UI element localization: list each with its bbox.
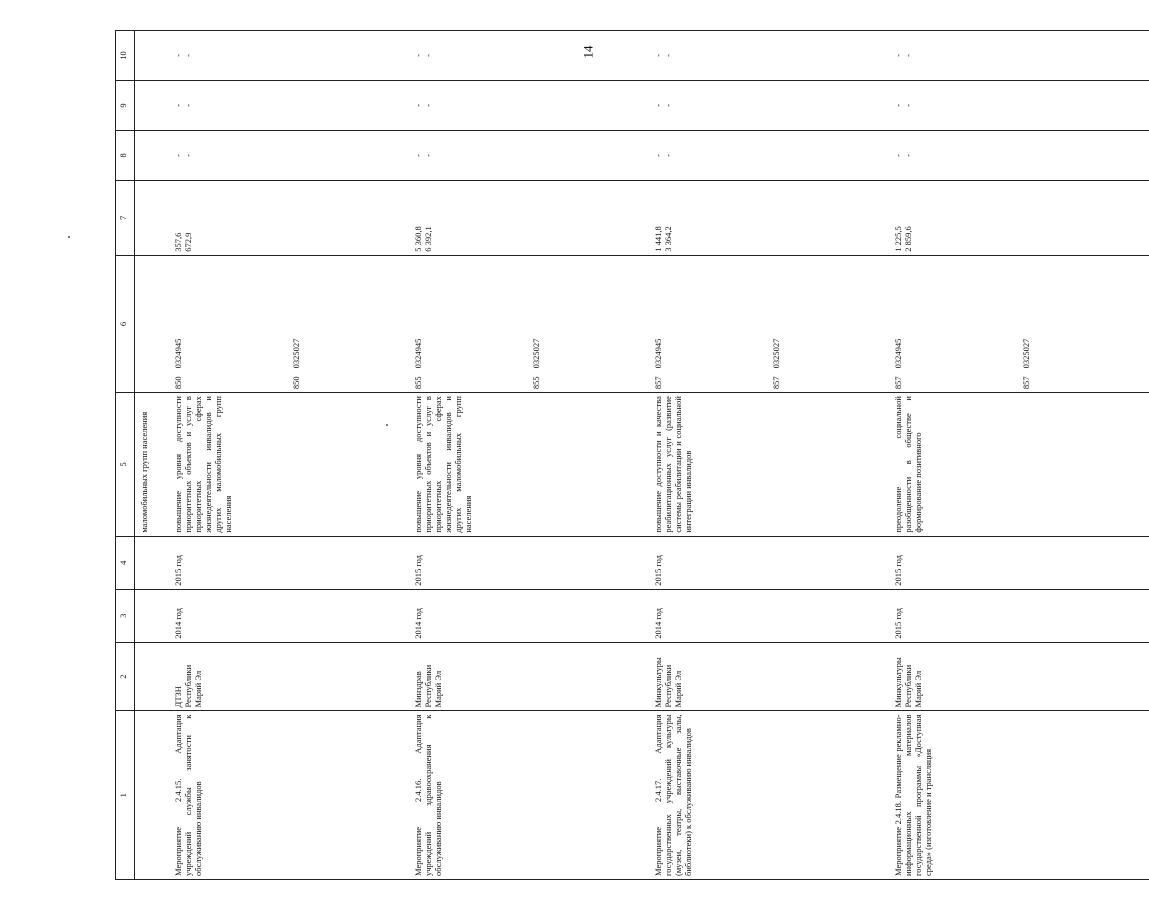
budget-code: 0324945 (413, 338, 423, 369)
codes-cell (169, 255, 409, 392)
dash-value: - (413, 153, 423, 157)
grbs-code: 857 (771, 376, 781, 390)
dash-value: - (653, 104, 663, 107)
activity-cell: Мероприятие 2.4.15. Адаптация учреждений службы занятости к обслуживанию инвалидов (169, 711, 409, 880)
amount-value: 6 392,1 (423, 226, 433, 252)
codes-cell (649, 255, 889, 392)
result-cell: преодоление социальной разобщенности в обществе и формирование позитивного (889, 393, 1149, 537)
budget-code: 0324945 (893, 338, 903, 369)
continued-goal-text: маломобильных групп населения (135, 393, 170, 537)
budget-code: 0325027 (1021, 338, 1031, 369)
dash-value: - (903, 54, 913, 57)
amount-cell (409, 180, 649, 255)
executor-cell: ДТЗН Республики Марий Эл (169, 642, 409, 711)
dash-value: - (893, 104, 903, 107)
end-year-cell: 2015 год (169, 536, 409, 589)
table-header (116, 31, 135, 880)
grbs-code: 850 (291, 376, 301, 390)
amount-value: 2 859,6 (903, 226, 913, 252)
col-8-cell (169, 130, 409, 180)
dash-value: - (653, 153, 663, 157)
amount-value: 357,6 (173, 232, 183, 252)
start-year-cell: 2015 год (889, 589, 1149, 642)
col-9-cell (169, 80, 409, 130)
end-year-cell: 2015 год (649, 536, 889, 589)
table-row (649, 31, 889, 880)
header-col-7: 7 (116, 180, 135, 255)
executor-cell: Минкультуры Республики Марий Эл (889, 642, 1149, 711)
col-10-cell (169, 31, 409, 81)
budget-code: 0324945 (653, 338, 663, 369)
codes-inner (173, 339, 409, 390)
end-year-cell: 2015 год (409, 536, 649, 589)
amount-cell (169, 180, 409, 255)
col-8-cell (649, 130, 889, 180)
amount-value: 672,9 (183, 232, 193, 252)
grbs-code: 850 (173, 376, 183, 390)
header-col-1: 1 (116, 711, 135, 880)
amount-value: 3 364,2 (663, 226, 673, 252)
activity-cell: Мероприятие 2.4.16. Адаптация учреждений здравоохранения к обслуживанию инвалидов (409, 711, 649, 880)
result-cell: повышение уровня доступности приоритетных объектов и услуг в приоритетных сферах жизнедеятельности инвалидов и других маломобильных групп населения (169, 393, 409, 537)
header-col-5: 5 (116, 393, 135, 537)
header-col-4: 4 (116, 536, 135, 589)
header-col-2: 2 (116, 642, 135, 711)
grbs-code: 857 (653, 376, 663, 390)
header-col-6: 6 (116, 255, 135, 392)
dash-value: - (183, 104, 193, 107)
table-row (169, 31, 409, 880)
dash-value: - (183, 153, 193, 157)
dash-value: - (663, 153, 673, 157)
dash-value: - (423, 153, 433, 157)
col-9-cell (889, 80, 1149, 130)
table-row (409, 31, 649, 880)
executor-cell: Минздрав Республики Марий Эл (409, 642, 649, 711)
col-10-cell (649, 31, 889, 81)
header-col-10: 10 (116, 31, 135, 81)
col-9-cell (409, 80, 649, 130)
dash-value: - (893, 153, 903, 157)
col-8-cell (889, 130, 1149, 180)
dash-value: - (423, 54, 433, 57)
grbs-code: 857 (1021, 376, 1031, 390)
codes-inner (653, 339, 889, 390)
amount-value: 1 441,8 (653, 226, 663, 252)
grbs-code: 857 (893, 376, 903, 390)
grbs-code: 855 (413, 376, 423, 390)
codes-cell (409, 255, 649, 392)
dash-value: - (663, 104, 673, 107)
amount-value: 1 225,5 (893, 226, 903, 252)
result-cell: повышение уровня доступности приоритетных объектов и услуг в приоритетных сферах жизнедеятельности инвалидов и других маломобильных групп населения (409, 393, 649, 537)
executor-cell: Минкультуры Республики Марий Эл (649, 642, 889, 711)
result-cell: повышение доступности и качества реабилитационных услуг (развитие системы реабилитации и социальной интеграции инвалидов (649, 393, 889, 537)
dash-value: - (663, 54, 673, 57)
start-year-cell: 2014 год (409, 589, 649, 642)
program-activities-table (115, 30, 1149, 880)
dash-value: - (183, 54, 193, 57)
activity-cell: Мероприятие 2.4.17. Адаптация государственных учреждений культуры (музеи, театры, выставочные залы, библиотеки) к обслуживанию инвалидов (649, 711, 889, 880)
start-year-cell: 2014 год (649, 589, 889, 642)
codes-inner (893, 339, 1149, 390)
start-year-cell: 2014 год (169, 589, 409, 642)
activity-cell: Мероприятие 2.4.18. Размещение рекламно-информационных материалов государственной программы «Доступная среда» (изготовление и трансляция (889, 711, 1149, 880)
header-col-8: 8 (116, 130, 135, 180)
col-10-cell (409, 31, 649, 81)
col-9-cell (649, 80, 889, 130)
codes-cell (889, 255, 1149, 392)
budget-code: 0324945 (173, 338, 183, 369)
dash-value: - (413, 54, 423, 57)
dash-value: - (893, 54, 903, 57)
grbs-code: 855 (531, 376, 541, 390)
end-year-cell: 2015 год (889, 536, 1149, 589)
dash-value: - (423, 104, 433, 107)
dash-value: - (903, 153, 913, 157)
dash-value: - (903, 104, 913, 107)
budget-code: 0325027 (771, 338, 781, 369)
budget-code: 0325027 (531, 338, 541, 369)
amount-value: 5 360,8 (413, 226, 423, 252)
dash-value: - (173, 104, 183, 107)
budget-code: 0325027 (291, 338, 301, 369)
amount-cell (649, 180, 889, 255)
codes-inner (413, 339, 649, 390)
table-row (889, 31, 1149, 880)
dash-value: - (173, 153, 183, 157)
header-col-3: 3 (116, 589, 135, 642)
page-number: 14 (580, 45, 596, 59)
dash-value: - (173, 54, 183, 57)
col-10-cell (889, 31, 1149, 81)
continuation-row (135, 31, 170, 880)
amount-cell (889, 180, 1149, 255)
header-col-9: 9 (116, 80, 135, 130)
dash-value: - (413, 104, 423, 107)
col-8-cell (409, 130, 649, 180)
dash-value: - (653, 54, 663, 57)
